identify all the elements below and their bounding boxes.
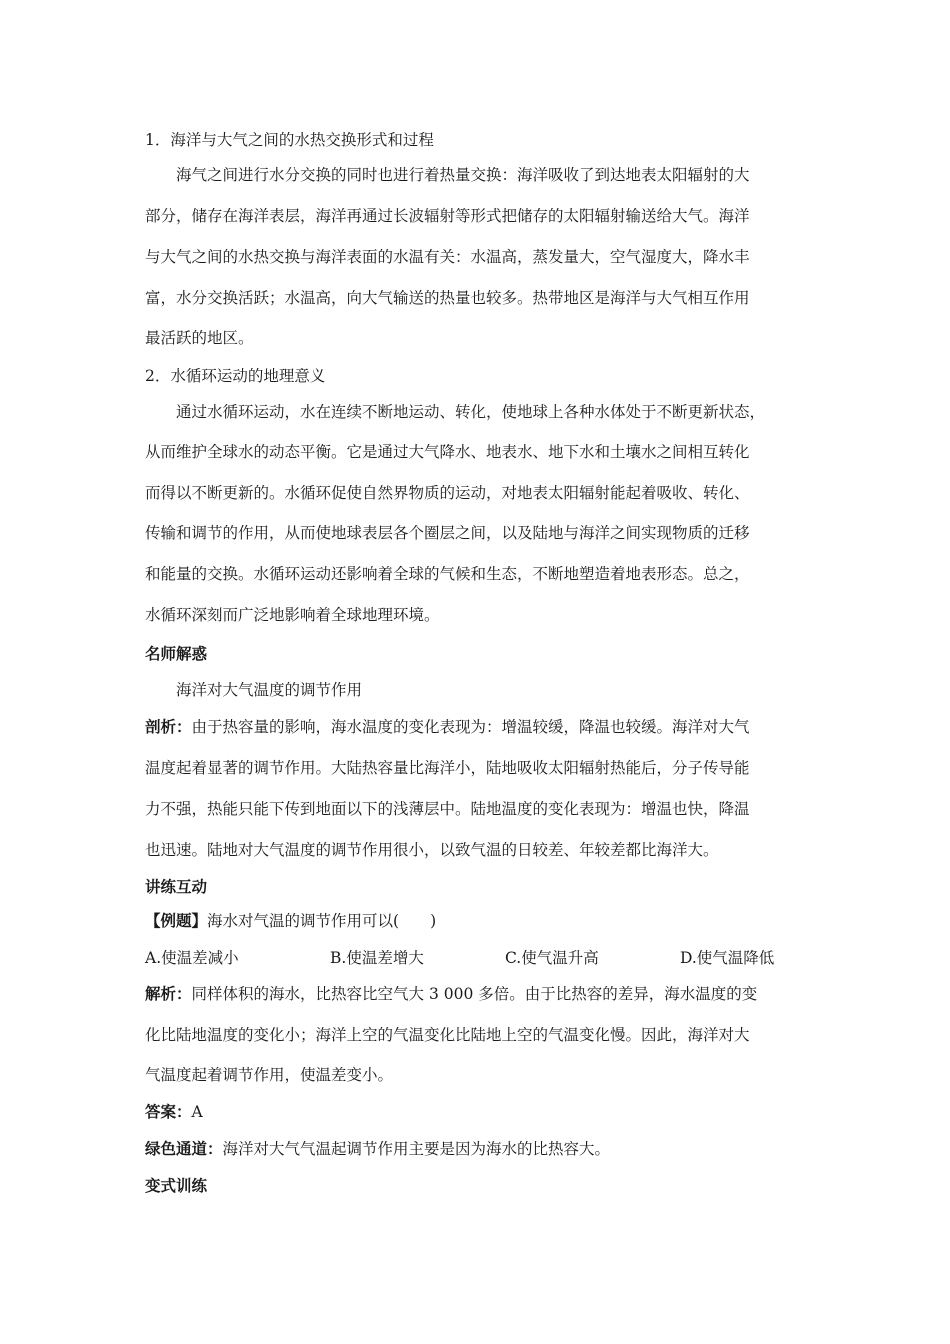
teacher-heading: 名师解惑 [145, 645, 208, 663]
example-text: 海水对气温的调节作用可以( ) [207, 912, 437, 930]
section-1-line: 富，水分交换活跃；水温高，向大气输送的热量也较多。热带地区是海洋与大气相互作用 [145, 289, 750, 307]
section-1-heading: 1．海洋与大气之间的水热交换形式和过程 [145, 131, 434, 149]
option-a: A.使温差减小 [145, 949, 239, 967]
section-2-heading: 2．水循环运动的地理意义 [145, 367, 326, 385]
option-d: D.使气温降低 [680, 949, 775, 967]
teacher-line: 温度起着显著的调节作用。大陆热容量比海洋小，陆地吸收太阳辐射热能后，分子传导能 [145, 759, 750, 777]
answer-label: 答案： [145, 1103, 192, 1121]
example-question [145, 909, 436, 931]
practice-heading: 讲练互动 [145, 878, 208, 896]
section-2-line: 和能量的交换。水循环运动还影响着全球的气候和生态，不断地塑造着地表形态。总之， [145, 565, 750, 583]
section-2-line: 而得以不断更新的。水循环促使自然界物质的运动，对地表太阳辐射能起着吸收、转化、 [145, 484, 750, 502]
section-2-line: 水循环深刻而广泛地影响着全球地理环境。 [145, 606, 440, 624]
practice-line: 化比陆地温度的变化小；海洋上空的气温变化比陆地上空的气温变化慢。因此，海洋对大 [145, 1026, 750, 1044]
variant-training-heading: 变式训练 [145, 1177, 208, 1195]
answer-line [145, 1100, 203, 1122]
option-b: B.使温差增大 [330, 949, 424, 967]
option-c: C.使气温升高 [505, 949, 599, 967]
teacher-line: 也迅速。陆地对大气温度的调节作用很小，以致气温的日较差、年较差都比海洋大。 [145, 841, 719, 859]
section-2-line: 传输和调节的作用，从而使地球表层各个圈层之间，以及陆地与海洋之间实现物质的迁移 [145, 524, 750, 542]
green-channel-text: 海洋对大气气温起调节作用主要是因为海水的比热容大。 [222, 1140, 611, 1158]
section-1-line: 部分，储存在海洋表层，海洋再通过长波辐射等形式把储存的太阳辐射输送给大气。海洋 [145, 207, 750, 225]
section-2-line: 通过水循环运动，水在连续不断地运动、转化，使地球上各种水体处于不断更新状态， [176, 403, 766, 421]
teacher-analysis-line [145, 715, 750, 737]
analysis-text: 同样体积的海水，比热容比空气大 3 000 多倍。由于比热容的差异，海水温度的变 [191, 985, 758, 1003]
analysis-label: 剖析： [145, 718, 192, 736]
green-channel-label: 绿色通道： [145, 1140, 223, 1158]
answer-value: A [191, 1103, 203, 1121]
analysis-text: 由于热容量的影响，海水温度的变化表现为：增温较缓，降温也较缓。海洋对大气 [191, 718, 750, 736]
analysis-label: 解析： [145, 985, 192, 1003]
practice-line: 气温度起着调节作用，使温差变小。 [145, 1066, 394, 1084]
section-1-line: 最活跃的地区。 [145, 329, 254, 347]
example-label: 【例题】 [145, 912, 208, 930]
section-1-line: 海气之间进行水分交换的同时也进行着热量交换：海洋吸收了到达地表太阳辐射的大 [176, 166, 750, 184]
practice-analysis-line [145, 982, 757, 1004]
section-2-line: 从而维护全球水的动态平衡。它是通过大气降水、地表水、地下水和土壤水之间相互转化 [145, 443, 750, 461]
teacher-line: 力不强，热能只能下传到地面以下的浅薄层中。陆地温度的变化表现为：增温也快，降温 [145, 800, 750, 818]
section-1-line: 与大气之间的水热交换与海洋表面的水温有关：水温高，蒸发量大，空气湿度大，降水丰 [145, 248, 750, 266]
teacher-topic: 海洋对大气温度的调节作用 [176, 681, 363, 699]
green-channel-line [145, 1137, 610, 1159]
